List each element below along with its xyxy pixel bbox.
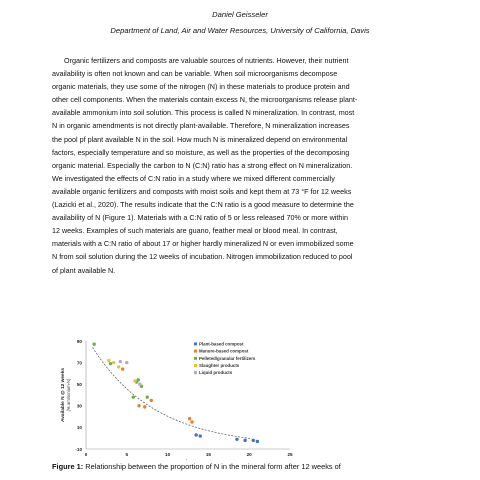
x-tick-label: 15 — [205, 452, 211, 457]
data-point — [117, 365, 120, 368]
body-line: available ammonium into soil solution. This process is called N mineralization. In contrast, most — [52, 108, 355, 118]
body-line: organic materials, they use some of the nitrogen (N) in these materials to produce protein and — [52, 82, 350, 92]
y-tick-label: 10 — [76, 425, 82, 431]
caption-label: Figure 1: — [52, 462, 84, 471]
legend-label: Slaughter products — [199, 363, 240, 368]
data-point — [107, 359, 110, 362]
body-line: N from soil solution during the 12 weeks of incubation. Nitrogen immobilization reduced to pool — [52, 252, 353, 262]
data-point — [109, 362, 112, 365]
data-point — [150, 399, 153, 402]
caption-text: Relationship between the proportion of N in the mineral form after 12 weeks of — [83, 462, 341, 471]
y-axis-subtitle: (% ammonium-N) — [66, 378, 71, 412]
data-point — [243, 439, 246, 442]
x-tick-label: 20 — [246, 452, 252, 457]
data-point — [137, 378, 140, 381]
body-line: organic material. Especially the carbon to N (C:N) ratio has a strong effect on N mineralization. — [52, 160, 353, 170]
x-tick-label: 25 — [287, 452, 293, 457]
data-point — [188, 417, 191, 420]
legend-swatch — [194, 357, 197, 360]
data-point — [132, 395, 135, 398]
legend-swatch — [194, 342, 197, 345]
data-point — [190, 420, 193, 423]
data-point — [256, 440, 259, 443]
legend-swatch — [194, 371, 197, 374]
data-point — [199, 434, 202, 437]
data-point — [146, 395, 149, 398]
figure-1-scatter-chart — [58, 335, 308, 460]
data-point — [138, 383, 141, 386]
body-line: 12 weeks. Examples of such materials are guano, feather meal or blood meal. In contrast, — [52, 226, 338, 236]
x-tick-label: 10 — [165, 452, 171, 457]
y-tick-label: 50 — [76, 382, 82, 387]
body-line: factors, especially temperature and so moisture, as well as the properties of the decomposing — [52, 147, 350, 157]
body-line: of plant available N. — [52, 265, 116, 275]
data-point — [125, 361, 128, 364]
y-tick-label: -10 — [75, 446, 82, 452]
data-point — [112, 361, 115, 364]
body-line: the pool pf plant available N in the soil. How much N is mineralized depend on environmental — [52, 134, 348, 144]
y-axis-title: Available N @ 12 weeks — [61, 367, 66, 423]
x-tick-label: 5 — [125, 452, 129, 457]
body-line: other cell components. When the materials contain excess N, the microorganisms release plant- — [52, 95, 358, 105]
author-name: Daniel Geisseler — [212, 10, 268, 19]
legend-label: Plant-based compost — [199, 341, 244, 347]
body-line: Organic fertilizers and composts are valuable sources of nutrients. However, their nutrient — [64, 56, 349, 65]
x-axis-title — [170, 459, 190, 460]
legend-swatch — [194, 350, 197, 353]
figure-caption — [52, 462, 452, 471]
data-point — [252, 439, 255, 442]
body-paragraph — [52, 54, 436, 277]
body-line: We investigated the effects of C:N ratio in a study where we mixed different commercially — [52, 173, 335, 183]
body-line: (Lazicki et al., 2020). The results indicate that the C:N ratio is a good measure to determine the — [52, 200, 354, 210]
data-point — [143, 405, 146, 408]
body-line: availability of N (Figure 1). Materials with a C:N ratio of 5 or less released 70% or more within — [52, 213, 349, 223]
data-point — [92, 343, 95, 346]
body-line: N in organic amendments is not directly plant-available. Therefore, N mineralization increases — [52, 121, 350, 131]
data-point — [133, 379, 136, 382]
data-point — [235, 438, 238, 441]
y-tick-label: 90 — [76, 338, 82, 344]
legend-swatch — [194, 364, 197, 367]
data-point — [137, 404, 140, 407]
author-affiliation: Department of Land, Air and Water Resources, University of California, Davis — [110, 26, 370, 35]
body-line: available organic fertilizers and composts with moist soils and kept them at 73 °F for 12 weeks — [52, 186, 352, 196]
data-point — [119, 360, 122, 363]
data-point — [194, 433, 197, 436]
body-line: materials with a C:N ratio of about 17 or higher hardly mineralized N or even immobilized some — [52, 239, 354, 249]
x-tick-label: 0 — [84, 452, 88, 457]
body-line: availability is often not known and can be variable. When soil microorganisms decompose — [52, 69, 338, 79]
legend-label: Pelleted/granular fertilizers — [199, 355, 256, 361]
data-point — [121, 367, 124, 370]
y-tick-label: 30 — [76, 403, 82, 409]
trend-line — [93, 347, 252, 438]
legend-label: Liquid products — [199, 370, 233, 376]
legend-label: Manure-based compost — [199, 348, 249, 354]
y-tick-label: 70 — [76, 360, 82, 366]
